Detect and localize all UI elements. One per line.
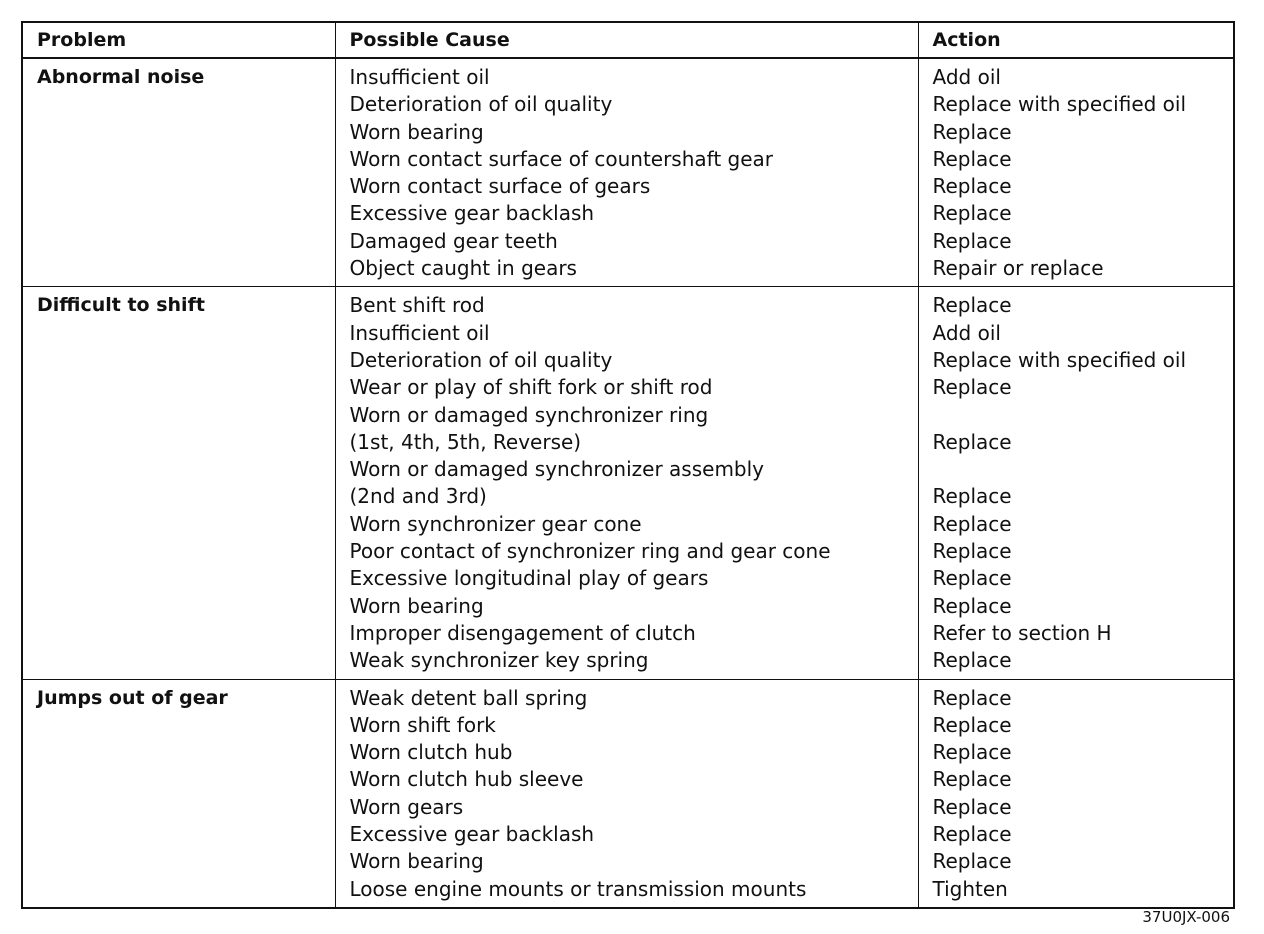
cause-line: Excessive gear backlash	[349, 201, 595, 226]
action-line: Replace	[932, 429, 1012, 454]
action-line: Replace	[932, 685, 1012, 710]
troubleshooting-table	[21, 21, 1235, 909]
problem-group-row	[22, 58, 1234, 287]
problem-label: Jumps out of gear	[37, 686, 228, 709]
cause-line: Worn contact surface of countershaft gear	[349, 146, 774, 171]
cause-line: (1st, 4th, 5th, Reverse)	[349, 429, 582, 454]
cause-line: Worn synchronizer gear cone	[349, 511, 642, 536]
cause-cell	[335, 679, 918, 908]
cause-line: Excessive gear backlash	[349, 822, 595, 847]
cause-line: Worn clutch hub	[349, 740, 513, 765]
cause-line: Damaged gear teeth	[349, 228, 558, 253]
action-line: Add oil	[932, 320, 1001, 345]
action-line: Replace	[932, 794, 1012, 819]
header-problem: Problem	[22, 22, 335, 58]
cause-line: Excessive longitudinal play of gears	[349, 566, 709, 591]
action-line: Replace	[932, 822, 1012, 847]
action-line: Replace	[932, 648, 1012, 673]
action-line: Replace	[932, 593, 1012, 618]
action-line: Tighten	[932, 876, 1008, 901]
cause-line: Worn contact surface of gears	[349, 174, 651, 199]
action-line: Replace	[932, 740, 1012, 765]
cause-line: Insufficient oil	[349, 65, 490, 89]
action-line: Refer to section H	[932, 620, 1112, 645]
action-line: Repair or replace	[932, 256, 1104, 281]
action-line: Replace	[932, 228, 1012, 253]
action-cell	[918, 287, 1234, 679]
action-cell	[918, 58, 1234, 287]
problem-cell	[22, 287, 335, 679]
action-line: Replace	[932, 146, 1012, 171]
action-line: Replace	[932, 767, 1012, 792]
cause-line: Deterioration of oil quality	[349, 92, 613, 117]
cause-line: Worn or damaged synchronizer assembly	[349, 457, 765, 482]
header-possible-cause: Possible Cause	[335, 22, 918, 58]
action-line	[933, 402, 1234, 429]
table-body	[22, 58, 1234, 908]
cause-cell	[335, 287, 918, 679]
action-line: Replace	[932, 119, 1012, 144]
problem-cell	[22, 58, 335, 287]
action-line: Replace	[932, 293, 1012, 318]
cause-line: Weak detent ball spring	[349, 685, 588, 710]
action-line: Replace	[932, 539, 1012, 564]
cause-line: Bent shift rod	[349, 293, 485, 318]
action-line: Add oil	[932, 65, 1001, 89]
problem-cell	[22, 679, 335, 908]
cause-line: Wear or play of shift fork or shift rod	[349, 375, 713, 400]
figure-id: 37U0JX-006	[1142, 908, 1230, 926]
problem-group-row	[22, 679, 1234, 908]
action-line: Replace	[932, 174, 1012, 199]
cause-cell	[335, 58, 918, 287]
action-line: Replace	[932, 484, 1012, 509]
action-line: Replace with specified oil	[932, 347, 1187, 372]
action-cell	[918, 679, 1234, 908]
header-row	[22, 22, 1234, 58]
cause-line: Weak synchronizer key spring	[349, 648, 649, 673]
action-line: Replace	[932, 375, 1012, 400]
cause-line: (2nd and 3rd)	[349, 484, 487, 509]
troubleshooting-document	[21, 21, 1233, 909]
cause-line: Deterioration of oil quality	[349, 347, 613, 372]
action-line: Replace with specified oil	[932, 92, 1187, 117]
cause-line: Worn bearing	[349, 849, 484, 874]
cause-line: Improper disengagement of clutch	[349, 620, 696, 645]
action-line: Replace	[932, 712, 1012, 737]
cause-line: Worn gears	[349, 794, 464, 819]
action-line: Replace	[932, 201, 1012, 226]
cause-line: Worn shift fork	[349, 712, 496, 737]
problem-label: Abnormal noise	[37, 66, 205, 88]
cause-line: Worn bearing	[349, 593, 484, 618]
action-line: Replace	[932, 566, 1012, 591]
problem-label: Difficult to shift	[37, 294, 205, 317]
action-line	[933, 456, 1234, 483]
cause-line: Poor contact of synchronizer ring and gear cone	[349, 539, 831, 564]
header-action: Action	[918, 22, 1234, 58]
cause-line: Worn bearing	[349, 119, 484, 144]
cause-line: Loose engine mounts or transmission mounts	[349, 876, 807, 901]
action-line: Replace	[932, 511, 1012, 536]
cause-line: Worn clutch hub sleeve	[349, 767, 584, 792]
action-line: Replace	[932, 849, 1012, 874]
problem-group-row	[22, 287, 1234, 679]
cause-line: Worn or damaged synchronizer ring	[349, 402, 709, 427]
cause-line: Object caught in gears	[349, 256, 577, 281]
cause-line: Insufficient oil	[349, 320, 490, 345]
